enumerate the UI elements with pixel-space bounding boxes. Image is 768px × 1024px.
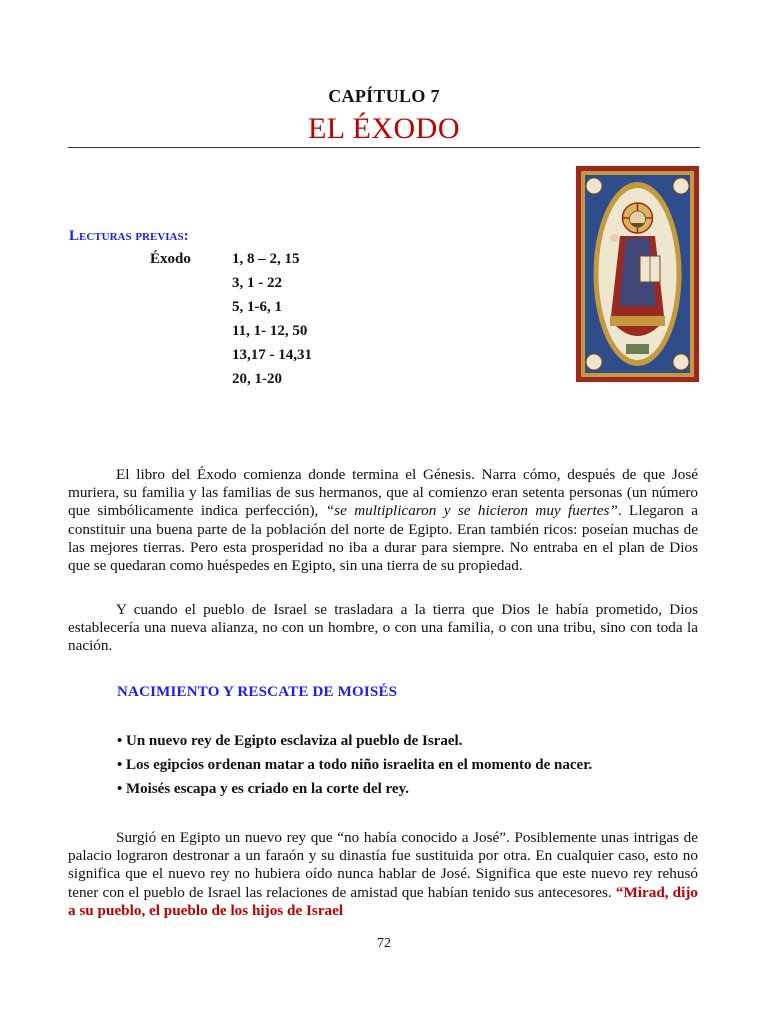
- scripture-quote-red: “Mirad, dijo a su pueblo, el pueblo de los hijos de Israel: [68, 883, 698, 919]
- page-number: 72: [377, 936, 391, 951]
- scripture-quote: “se multiplicaron y se hicieron muy fuertes”: [325, 502, 618, 520]
- reading-reference: 20, 1-20: [232, 371, 282, 387]
- bullet-item: • Moisés escapa y es criado en la corte del rey.: [117, 781, 409, 797]
- chapter-title: EL ÉXODO: [307, 112, 461, 145]
- section-heading: NACIMIENTO Y RESCATE DE MOISÉS: [117, 684, 398, 700]
- reading-reference: 3, 1 - 22: [232, 275, 282, 291]
- chapter-number: CAPÍTULO 7: [328, 86, 440, 106]
- body-paragraph-3: Surgió en Egipto un nuevo rey que “no había conocido a José”. Posiblemente unas intrigas de palacio lograron destronar a un faraón y su dinastía fue sustituida por otra. En cualquier caso, esto no significa que el nuevo rey no hubiera oído nunca hablar de José. Significa que este nuevo rey rehusó tener con el pueblo de Israel las relaciones de amistad que habían tenido sus antecesores. “Mirad, dijo a su pueblo, el pueblo de los hijos de Israel: [68, 829, 698, 919]
- reading-reference: 1, 8 – 2, 15: [232, 251, 300, 267]
- christ-pantocrator-icon: [576, 166, 699, 382]
- bullet-item: • Un nuevo rey de Egipto esclaviza al pueblo de Israel.: [117, 733, 463, 749]
- intro-paragraph-1: El libro del Éxodo comienza donde termina el Génesis. Narra cómo, después de que José muriera, su familia y las familias de sus hermanos, que al comienzo eran setenta personas (un número que simbólicamente indica perfección), “se multiplicaron y se hicieron muy fuertes”. Llegaron a constituir una buena parte de la población del norte de Egipto. Eran también ricos: poseían muchas de las mejores tierras. Pero esta prosperidad no iba a durar para siempre. No entraba en el plan de Dios que se quedaran como huéspedes en Egipto, sin una tierra de su propiedad.: [68, 466, 698, 575]
- bullet-item: • Los egipcios ordenan matar a todo niño israelita en el momento de nacer.: [117, 757, 593, 773]
- readings-book: Éxodo: [150, 251, 191, 267]
- reading-reference: 11, 1- 12, 50: [232, 323, 308, 339]
- reading-reference: 5, 1-6, 1: [232, 299, 282, 315]
- reading-reference: 13,17 - 14,31: [232, 347, 312, 363]
- title-divider: [68, 147, 700, 148]
- summary-bullets: [117, 731, 592, 803]
- intro-paragraph-2: Y cuando el pueblo de Israel se trasladara a la tierra que Dios le había prometido, Dios establecería una nueva alianza, no con un hombre, o con una familia, o con una tribu, sino con toda la nación.: [68, 601, 698, 655]
- readings-label: Lecturas previas:: [69, 228, 189, 244]
